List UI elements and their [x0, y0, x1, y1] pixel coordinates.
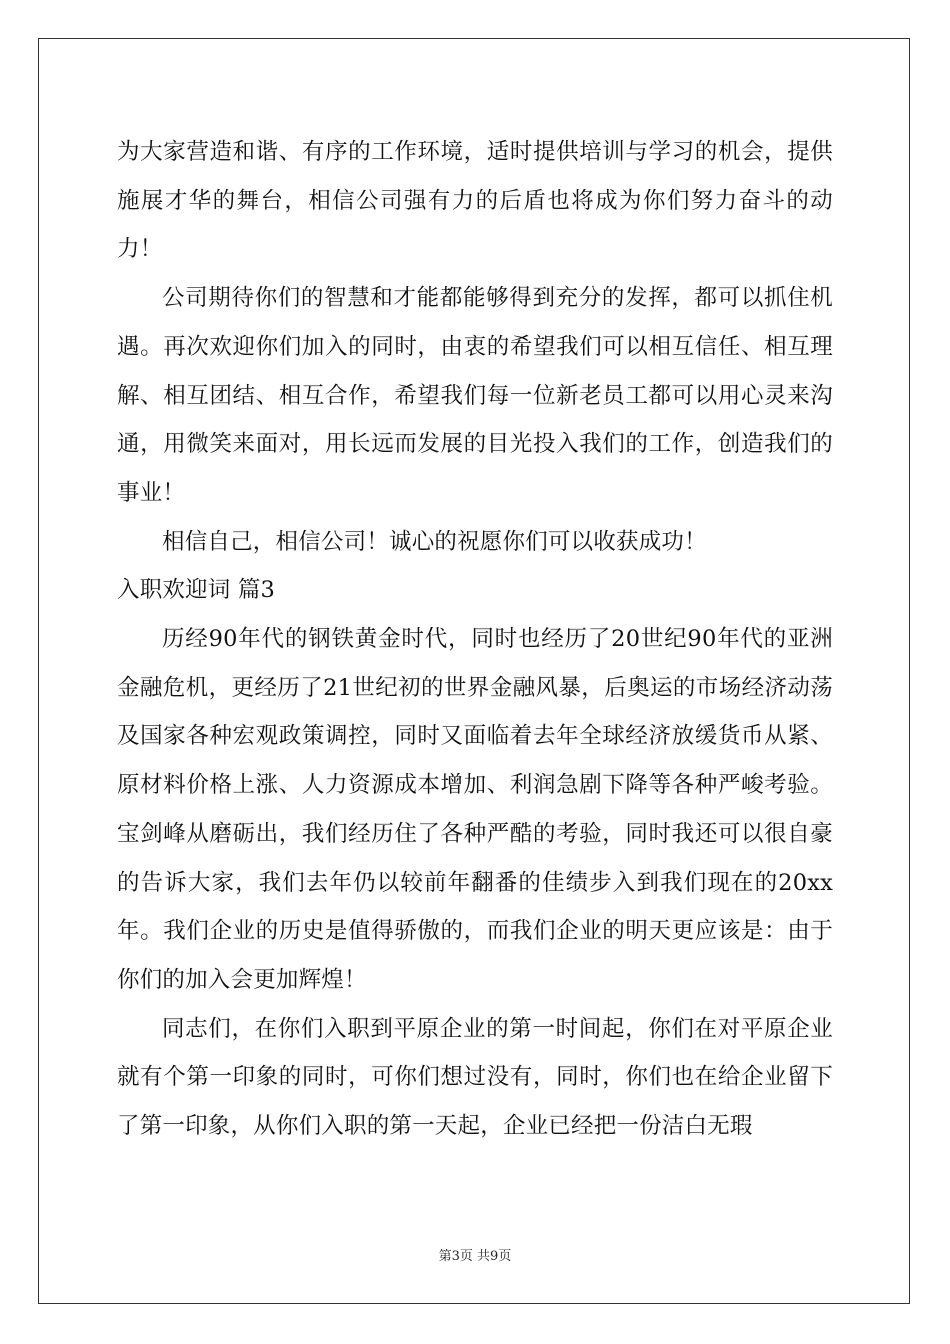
paragraph-2: 公司期待你们的智慧和才能都能够得到充分的发挥，都可以抓住机遇。再次欢迎你们加入的同时，由衷的希望我们可以相互信任、相互理解、相互团结、相互合作，希望我们每一位新老员工都可以用心灵来沟通，用微笑来面对，用长远而发展的目光投入我们的工作，创造我们的事业！	[117, 285, 833, 506]
page-number-footer: 第3页 共9页	[438, 1249, 512, 1264]
section-paragraph-2: 同志们，在你们入职到平原企业的第一时间起，你们在对平原企业就有个第一印象的同时，可你们想过没有，同时，你们也在给企业留下了第一印象，从你们入职的第一天起，企业已经把一份洁白无瑕	[117, 1015, 833, 1140]
document-body	[117, 128, 833, 1151]
section-paragraph-1: 历经90年代的钢铁黄金时代，同时也经历了20世纪90年代的亚洲金融危机，更经历了21世纪初的世界金融风暴，后奥运的市场经济动荡及国家各种宏观政策调控，同时又面临着去年全球经济放缓货币从紧、原材料价格上涨、人力资源成本增加、利润急剧下降等各种严峻考验。宝剑峰从磨砺出，我们经历住了各种严酷的考验，同时我还可以很自豪的告诉大家，我们去年仍以较前年翻番的佳绩步入到我们现在的20xx年。我们企业的历史是值得骄傲的，而我们企业的明天更应该是：由于你们的加入会更加辉煌！	[117, 626, 833, 993]
section-heading: 入职欢迎词 篇3	[117, 577, 276, 604]
paragraph-1: 为大家营造和谐、有序的工作环境，适时提供培训与学习的机会，提供施展才华的舞台，相信公司强有力的后盾也将成为你们努力奋斗的动力！	[117, 139, 833, 263]
paragraph-3: 相信自己，相信公司！诚心的祝愿你们可以收获成功！	[162, 528, 707, 555]
